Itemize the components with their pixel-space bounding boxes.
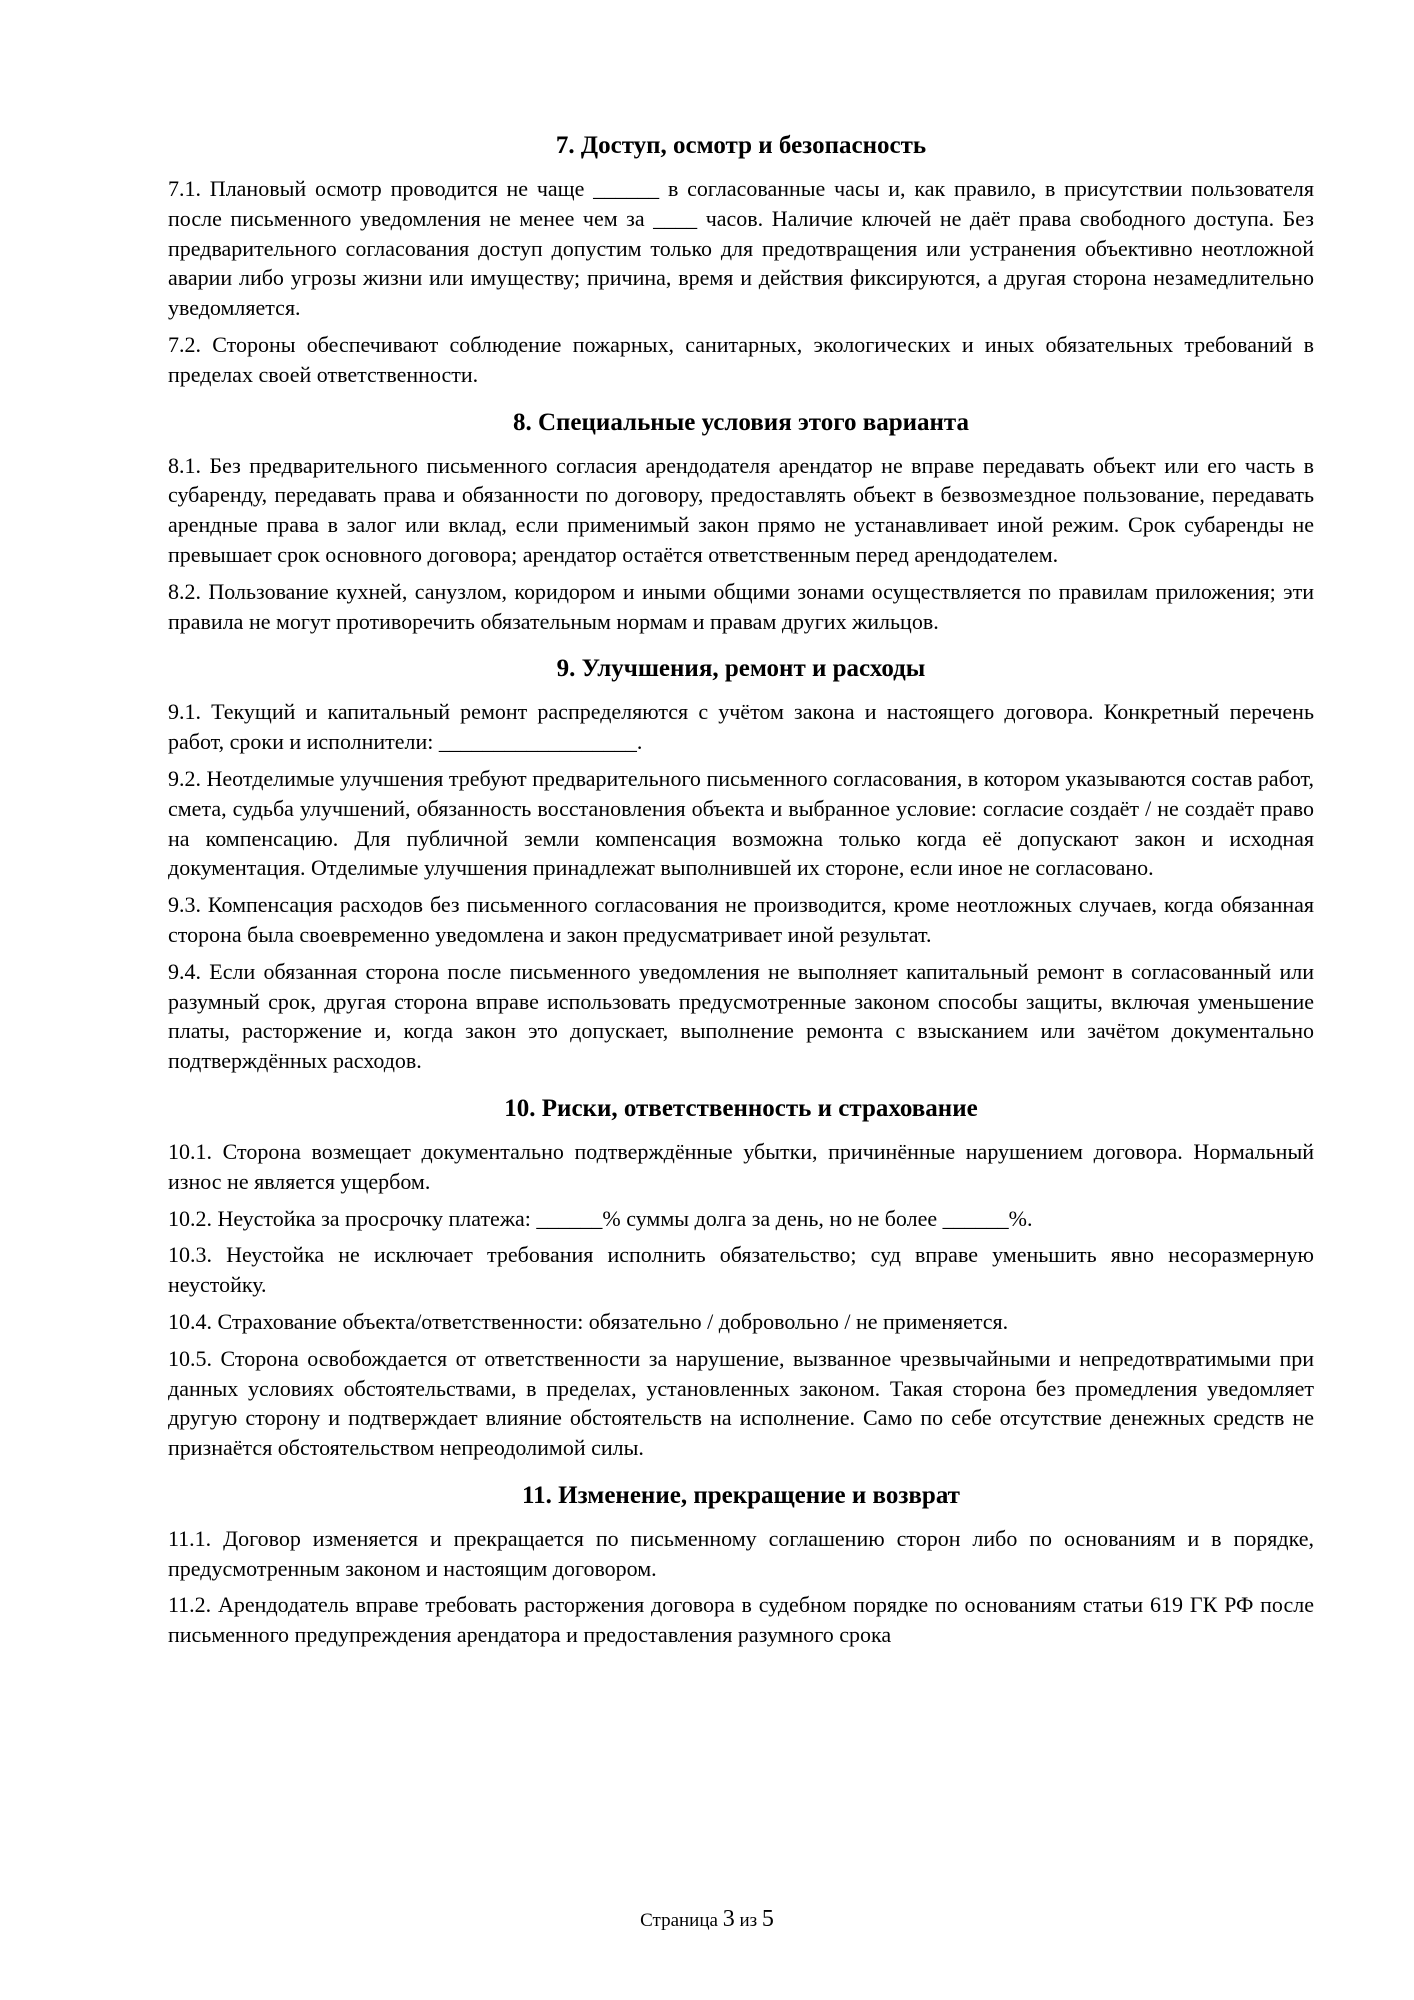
clause-7-2: 7.2. Стороны обеспечивают соблюдение пожарных, санитарных, экологических и иных обязательных требований в пределах своей ответственности. [168, 331, 1314, 387]
section-improvements-repair [168, 653, 1314, 1076]
document-body [168, 130, 1314, 1657]
section-special-conditions [168, 407, 1314, 637]
section-heading: 8. Специальные условия этого варианта [512, 408, 970, 436]
section-heading: 7. Доступ, осмотр и безопасность [555, 132, 927, 159]
section-heading: 9. Улучшения, ремонт и расходы [556, 655, 926, 683]
total-pages-number: 5 [761, 1906, 774, 1932]
clause-11-1: 11.1. Договор изменяется и прекращается по письменному соглашению сторон либо по основаниям и в порядке, предусмотренным законом и настоящим договором. [168, 1525, 1314, 1581]
section-change-termination [168, 1480, 1314, 1650]
section-risks-liability [168, 1093, 1314, 1463]
clause-9-1: 9.1. Текущий и капитальный ремонт распределяются с учётом закона и настоящего договора. Конкретный перечень работ, сроки и исполнители: __________________. [168, 699, 1314, 755]
clause-9-4: 9.4. Если обязанная сторона после письменного уведомления не выполняет капитальный ремонт в согласованный или разумный срок, другая сторона вправе использовать предусмотренные законом способы защиты, включая уменьшение платы, расторжение и, когда закон это допускает, выполнение ремонта с взысканием или зачётом документально подтверждённых расходов. [168, 958, 1314, 1074]
clause-10-4: 10.4. Страхование объекта/ответственности: обязательно / добровольно / не применяется. [168, 1308, 1009, 1334]
clause-8-1: 8.1. Без предварительного письменного согласия арендодателя арендатор не вправе передавать объект или его часть в субаренду, передавать права и обязанности по договору, предоставлять объект в безвозмездное пользование, передавать арендные права в залог или вклад, если применимый закон прямо не устанавливает иной режим. Срок субаренды не превышает срок основного договора; арендатор остаётся ответственным перед арендодателем. [168, 452, 1314, 567]
current-page-number: 3 [722, 1906, 735, 1932]
clause-10-1: 10.1. Сторона возмещает документально подтверждённые убытки, причинённые нарушением договора. Нормальный износ не является ущербом. [168, 1138, 1314, 1194]
clause-8-2: 8.2. Пользование кухней, санузлом, коридором и иными общими зонами осуществляется по правилам приложения; эти правила не могут противоречить обязательным нормам и правам других жильцов. [168, 578, 1314, 634]
page-label: Страница [640, 1910, 718, 1931]
clause-11-2: 11.2. Арендодатель вправе требовать расторжения договора в судебном порядке по основаниям статьи 619 ГК РФ после письменного предупреждения арендатора и предоставления разумного срока [168, 1592, 1314, 1648]
page-of-label: из [739, 1910, 758, 1931]
clause-9-2: 9.2. Неотделимые улучшения требуют предварительного письменного согласования, в котором указываются состав работ, смета, судьба улучшений, обязанность восстановления объекта и выбранное условие: согласие создаёт / не создаёт право на компенсацию. Для публичной земли компенсация возможна только когда её допускают закон и исходная документация. Отделимые улучшения принадлежат выполнившей их стороне, если иное не согласовано. [168, 765, 1314, 881]
clause-10-5: 10.5. Сторона освобождается от ответственности за нарушение, вызванное чрезвычайными и непредотвратимыми при данных условиях обстоятельствами, в пределах, установленных законом. Такая сторона без промедления уведомляет другую сторону и подтверждает влияние обстоятельств на исполнение. Само по себе отсутствие денежных средств не признаётся обстоятельством непреодолимой силы. [168, 1345, 1314, 1461]
page-number-footer [0, 1906, 1414, 1934]
section-heading: 10. Риски, ответственность и страхование [504, 1094, 978, 1122]
clause-10-2: 10.2. Неустойка за просрочку платежа: ______% суммы долга за день, но не более ______%. [168, 1205, 1033, 1231]
clause-9-3: 9.3. Компенсация расходов без письменного согласования не производится, кроме неотложных случаев, когда обязанная сторона была своевременно уведомлена и закон предусматривает иной результат. [168, 892, 1314, 947]
section-heading: 11. Изменение, прекращение и возврат [522, 1481, 960, 1509]
section-access-inspection [168, 130, 1314, 390]
clause-10-3: 10.3. Неустойка не исключает требования исполнить обязательство; суд вправе уменьшить явно несоразмерную неустойку. [168, 1242, 1314, 1298]
clause-7-1: 7.1. Плановый осмотр проводится не чаще ______ в согласованные часы и, как правило, в присутствии пользователя после письменного уведомления не менее чем за ____ часов. Наличие ключей не даёт права свободного доступа. Без предварительного согласования доступ допустим только для предотвращения или устранения объективно неотложной аварии либо угрозы жизни или имуществу; причина, время и действия фиксируются, а другая сторона незамедлительно уведомляется. [168, 176, 1314, 321]
